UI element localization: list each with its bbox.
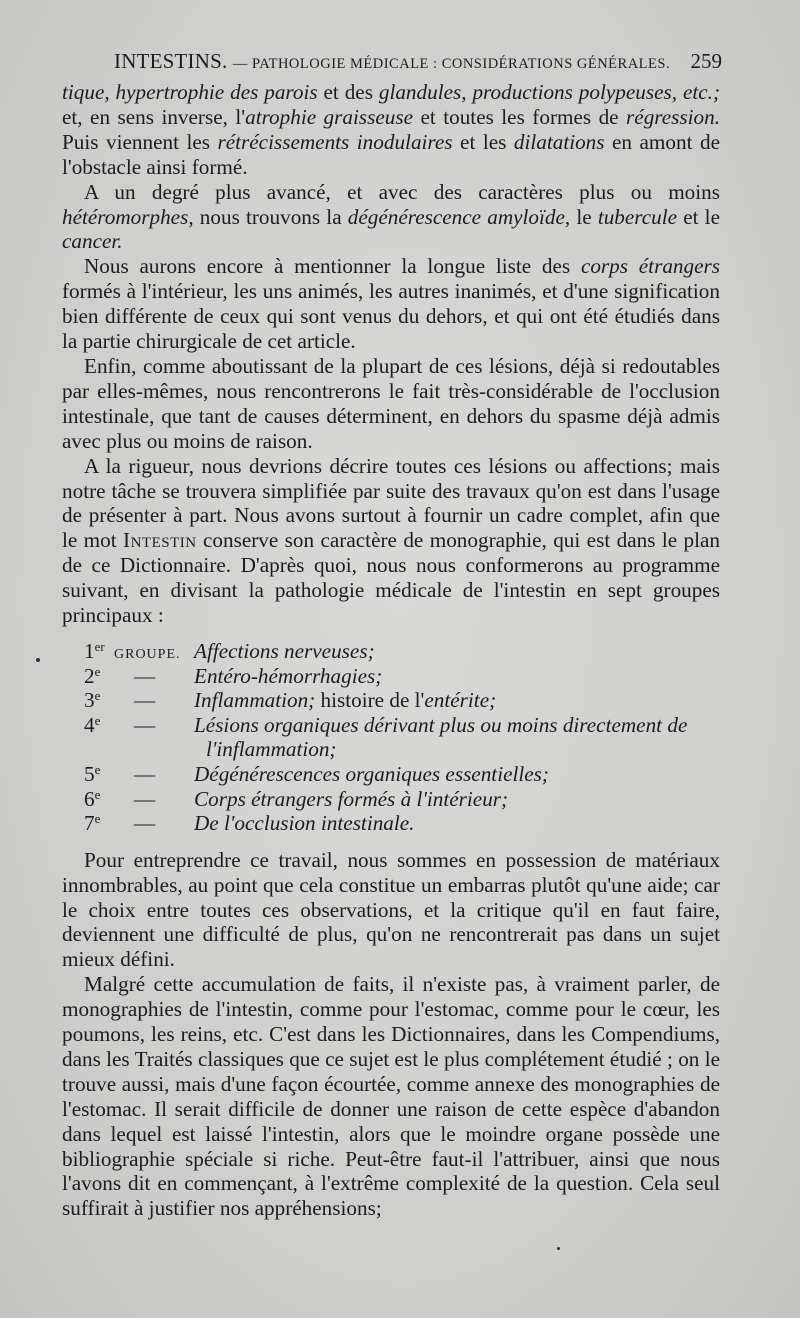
text-span: Nous aurons encore à mentionner la longue liste des <box>84 254 581 279</box>
paragraph-6: Pour entreprendre ce travail, nous sommes en possession de matériaux innombrables, au point que cela constitue un embarras plutôt qu'une aide; car le choix entre toutes ces observations, et la critique qu'il en faut faire, deviennent une difficulté de plus, qu'on ne rencontrerait pas dans un sujet mieux défini. <box>62 847 720 972</box>
text-span: glandules <box>378 80 462 104</box>
text-span: et, en sens inverse, l' <box>62 104 246 129</box>
text-span: conserve son caractère de monographie, qui est dans le plan de ce Dictionnaire. D'après quoi, nous nous conformerons au programme suivant, en divisant la pathologie médicale de l'intestin en sept groupes principaux : <box>62 528 720 628</box>
text-span: dégénérescence amyloïde <box>347 204 565 229</box>
group-num-value: 2 <box>84 663 95 688</box>
group-number <box>62 639 114 664</box>
group-row-2 <box>62 664 720 689</box>
group-text: Entéro-hémorrhagies; <box>194 663 383 688</box>
body-text <box>62 80 720 1221</box>
text-span: entérite; <box>424 688 497 713</box>
group-row-4 <box>62 713 720 738</box>
group-num-suffix: er <box>94 638 105 654</box>
group-label: GROUPE. <box>114 646 181 662</box>
header-title: INTESTINS. <box>114 49 228 73</box>
group-dash: — <box>134 663 156 688</box>
group-row-3 <box>62 688 720 713</box>
group-number <box>62 811 114 836</box>
group-num-value: 7 <box>84 811 95 836</box>
text-span: Inflammation; <box>194 688 316 713</box>
margin-dot <box>36 658 40 662</box>
footer-dot <box>557 1247 560 1250</box>
group-num-value: 6 <box>84 786 95 811</box>
text-span: A la rigueur, nous devrions décrire toutes ces lésions ou affections; mais notre tâche se trouvera simplifiée par suite des travaux qu'on est dans l'usage de présenter à part. Nous avons surtout à fournir un cadre complet, afin que le mot <box>62 453 720 553</box>
text-span: , le <box>564 204 598 229</box>
group-num-value: 3 <box>84 688 95 713</box>
group-text: Affections nerveuses; <box>194 638 375 663</box>
text-span: et le <box>677 204 720 229</box>
group-number <box>62 688 114 713</box>
group-number <box>62 713 114 738</box>
group-text: Corps étrangers formés à l'intérieur; <box>194 786 509 811</box>
text-span: cancer. <box>62 229 123 254</box>
group-dash: — <box>134 761 156 786</box>
intestin-word: Intestin <box>123 528 197 553</box>
group-num-suffix: e <box>94 712 101 728</box>
group-num-suffix: e <box>94 786 101 802</box>
text-span: rétrécissements inodulaires <box>217 129 453 154</box>
group-text: De l'occlusion intestinale. <box>194 811 415 836</box>
group-text: Lésions organiques dérivant plus ou moins directement de <box>194 712 688 737</box>
group-row-6 <box>62 787 720 812</box>
group-dash: — <box>134 811 156 836</box>
group-dash: — <box>134 786 156 811</box>
group-row-7 <box>62 811 720 836</box>
running-head <box>62 44 722 78</box>
page-number: 259 <box>690 49 722 73</box>
text-span: atrophie graisseuse <box>245 104 414 129</box>
group-dash: — <box>134 688 156 713</box>
text-span: et des <box>317 80 379 104</box>
paragraph-1 <box>62 80 720 180</box>
text-span: et toutes les formes de <box>413 104 627 129</box>
group-text <box>194 688 720 713</box>
paragraph-4: Enfin, comme aboutissant de la plupart de ces lésions, déjà si redoutables par elles-mêmes, nous rencontrerons le fait très-considérable de l'occlusion intestinale, que tant de causes déterminent, en dehors du spasme déjà admis avec plus ou moins de raison. <box>62 353 720 453</box>
group-num-suffix: e <box>94 688 101 704</box>
text-span: A un degré plus avancé, et avec des caractères plus ou moins <box>84 179 720 204</box>
text-span: histoire de l' <box>315 688 425 713</box>
header-subtitle: — PATHOLOGIE MÉDICALE : CONSIDÉRATIONS GÉNÉRALES. <box>232 56 671 72</box>
group-num-value: 5 <box>84 761 95 786</box>
group-dash: — <box>134 712 156 737</box>
group-number <box>62 787 114 812</box>
groups-list <box>62 639 720 836</box>
group-row-5 <box>62 762 720 787</box>
text-span: en amont de l'obstacle ainsi formé. <box>62 129 720 179</box>
text-span: formés à l'intérieur, les uns animés, les autres inanimés, et d'une signification bien différente de ceux qui sont venus du dehors, et qui ont été étudiés dans la partie chirurgicale de cet article. <box>62 279 720 354</box>
text-span: hétéromorphes <box>62 204 189 229</box>
group-number <box>62 762 114 787</box>
running-head-title <box>114 44 670 81</box>
group-text-continuation: l'inflammation; <box>206 737 337 762</box>
group-number <box>62 664 114 689</box>
paragraph-3 <box>62 254 720 354</box>
group-row-1 <box>62 639 720 664</box>
text-span: dilatations <box>513 129 605 154</box>
paragraph-7: Malgré cette accumulation de faits, il n'existe pas, à vraiment parler, de monographies de l'intestin, comme pour l'estomac, comme pour le cœur, les poumons, les reins, etc. C'est dans les Dictionnaires, dans les Compendiums, dans les Traités classiques que ce sujet est le plus complétement étudié ; on le trouve aussi, mais d'une façon écourtée, comme annexe des monographies de l'estomac. Il serait difficile de donner une raison de cette espèce d'abandon dans lequel est laissé l'intestin, alors que le moindre organe possède une bibliographie spéciale si riche. Peut-être faut-il l'attribuer, ainsi que nous l'avons dit en commençant, à l'extrême complexité de la question. Cela seul suffirait à justifier nos appréhensions; <box>62 972 720 1221</box>
text-span: , nous trouvons la <box>188 204 348 229</box>
group-num-value: 1 <box>84 638 95 663</box>
text-span: régression. <box>626 104 721 129</box>
group-num-value: 4 <box>84 712 95 737</box>
text-span: tique, hypertrophie des parois <box>62 80 318 104</box>
text-span: tubercule <box>597 204 678 229</box>
paragraph-5 <box>62 454 720 628</box>
paragraph-2 <box>62 180 720 255</box>
text-span: corps étrangers <box>580 254 720 279</box>
text-span: productions polypeuses, etc.; <box>472 80 720 104</box>
text-span: , <box>461 80 473 104</box>
group-num-suffix: e <box>94 761 101 777</box>
group-num-suffix: e <box>94 663 101 679</box>
group-text: Dégénérescences organiques essentielles; <box>194 761 549 786</box>
group-num-suffix: e <box>94 811 101 827</box>
text-span: Puis viennent les <box>62 129 218 154</box>
text-span: et les <box>452 129 514 154</box>
